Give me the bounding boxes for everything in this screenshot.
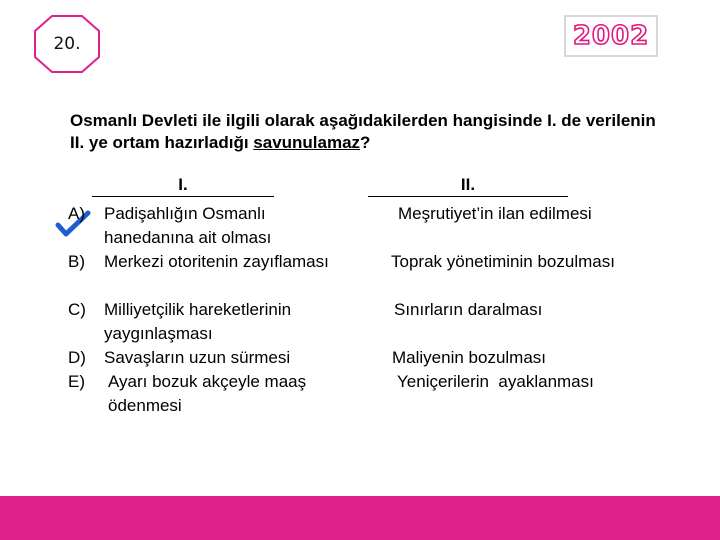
option-b-col2: Toprak yönetiminin bozulması [391,252,615,271]
option-a-letter: A) [68,204,85,223]
option-d-col1: Savaşların uzun sürmesi [104,348,291,367]
column-header-i: I. [92,172,274,197]
column-header-ii: II. [368,172,568,197]
question-text-main: Osmanlı Devleti ile ilgili olarak aşağıdakilerden hangisinde I. de verilenin II. ye ortam hazırladığı [70,111,656,152]
question-number: 20. [53,34,81,54]
option-a-col2: Meşrutiyet’in ilan edilmesi [398,204,592,223]
footer-bar [0,496,720,540]
option-c-letter: C) [68,300,86,319]
option-d-col2: Maliyenin bozulması [392,348,547,367]
option-b-col1: Merkezi otoritenin zayıflaması [104,252,329,271]
question-mark: ? [360,133,371,152]
option-e-letter: E) [68,372,85,391]
question-text [70,110,670,154]
option-a-col1: Padişahlığın Osmanlı hanedanına ait olması [104,204,272,247]
option-c-col1: Milliyetçilik hareketlerinin yaygınlaşması [104,300,292,343]
question-number-badge [34,15,100,73]
year-box [564,15,658,57]
option-b-letter: B) [68,252,85,271]
option-e-col2: Yeniçerilerin ayaklanması [397,372,594,391]
exam-year: 2002 [572,21,650,51]
question-keyword: savunulamaz [253,133,361,152]
option-e-col1: Ayarı bozuk akçeyle maaş ödenmesi [108,372,307,415]
option-c-col2: Sınırların daralması [394,300,543,319]
option-d-letter: D) [68,348,86,367]
